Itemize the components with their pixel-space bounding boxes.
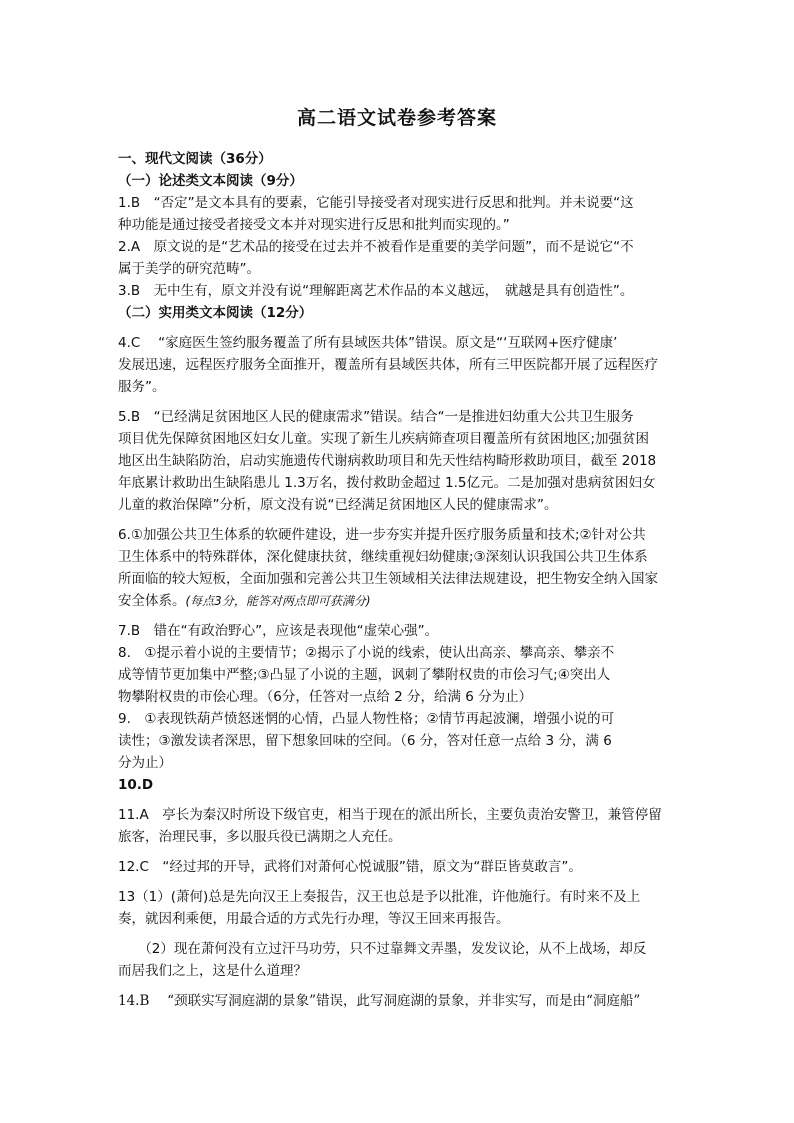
answer-q14 <box>118 990 678 1012</box>
answer-line: 年底累计救助出生缺陷患儿 1.3万名，拨付救助金超过 1.5亿元。二是加强对患病贫困妇女 <box>118 475 656 491</box>
answer-line: 儿童的救治保障”分析，原文没有说“已经满足贫困地区人民的健康需求”。 <box>118 497 558 513</box>
answer-line: 读性；③激发读者深思，留下想象回味的空间。（6 分，答对任意一点给 3 分，满 6 <box>118 733 612 749</box>
answer-line: 地区出生缺陷防治，启动实施遗传代谢病救助项目和先天性结构畸形救助项目，截至 2018 <box>118 453 657 469</box>
answer-q6 <box>118 524 678 612</box>
answer-line: 奏，就因利乘便，用最合适的方式先行办理，等汉王回来再报告。 <box>118 911 510 927</box>
answer-line: 所面临的较大短板，全面加强和完善公共卫生领域相关法律法规建设，把生物安全纳入国家 <box>118 571 658 587</box>
answer-line: 发展迅速，远程医疗服务全面推开，覆盖所有县域医共体，所有三甲医院都开展了远程医疗 <box>118 357 658 373</box>
answer-text: 安全体系。 <box>118 593 186 609</box>
answer-line: 1.B “否定”是文本具有的要素，它能引导接受者对现实进行反思和批判。并未说要“这 <box>118 195 634 211</box>
answer-q7 <box>118 620 678 642</box>
answer-line: 6.①加强公共卫生体系的软硬件建设，进一步夯实并提升医疗服务质量和技术;②针对公共 <box>118 527 646 543</box>
answer-line: （2）现在萧何没有立过汗马功劳，只不过靠舞文弄墨，发发议论，从不上战场，却反 <box>118 941 647 957</box>
answer-line: 成等情节更加集中严整;③凸显了小说的主题，讽刺了攀附权贵的市侩习气;④突出人 <box>118 667 611 683</box>
answer-q10 <box>118 774 678 796</box>
answer-line: 14.B “颈联实写洞庭湖的景象”错误，此写洞庭湖的景象，并非实写，而是由“洞庭船” <box>118 993 641 1009</box>
answer-line: 10.D <box>118 777 154 793</box>
answer-q2 <box>118 236 678 280</box>
answer-line: 12.C “经过邦的开导，武将们对萧何心悦诚服”错，原文为“群臣皆莫敢言”。 <box>118 859 582 875</box>
answer-line: 9. ①表现铁葫芦愤怒迷惘的心情，凸显人物性格；②情节再起波澜，增强小说的可 <box>118 711 615 727</box>
answer-q3 <box>118 280 678 302</box>
answer-line: 11.A 亭长为秦汉时所设下级官吏，相当于现在的派出所长，主要负责治安警卫，兼管停留 <box>118 807 662 823</box>
answer-q11 <box>118 804 678 848</box>
answer-q5 <box>118 406 678 516</box>
subsection-heading-1: （一）论述类文本阅读（9分） <box>118 173 303 189</box>
subsection-heading-2: （二）实用类文本阅读（12分） <box>118 305 313 321</box>
answer-q13-part2 <box>118 938 678 982</box>
answer-line: 分为止） <box>118 755 172 771</box>
answer-q1 <box>118 192 678 236</box>
answer-line: 4.C “家庭医生签约服务覆盖了所有县域医共体”错误。原文是“‘互联网+医疗健康’ <box>118 335 618 351</box>
answer-line: 物攀附权贵的市侩心理。（6分，任答对一点给 2 分，给满 6 分为止） <box>118 689 533 705</box>
scoring-note: (每点3分，能答对两点即可获满分) <box>185 594 371 608</box>
answer-line: 5.B “已经满足贫困地区人民的健康需求”错误。结合“一是推进妇幼重大公共卫生服务 <box>118 409 634 425</box>
answer-line: 旅客，治理民事，多以服兵役已满期之人充任。 <box>118 829 402 845</box>
answer-line: 项目优先保障贫困地区妇女儿童。实现了新生儿疾病筛查项目覆盖所有贫困地区;加强贫困 <box>118 431 650 447</box>
page-title: 高二语文试卷参考答案 <box>296 107 497 129</box>
answer-line: 2.A 原文说的是“艺术品的接受在过去并不被看作是重要的美学问题”，而不是说它“不 <box>118 239 634 255</box>
answer-content <box>118 148 678 1012</box>
answer-q13 <box>118 886 678 930</box>
answer-line: 卫生体系中的特殊群体，深化健康扶贫，继续重视妇幼健康;③深刻认识我国公共卫生体系 <box>118 549 648 565</box>
answer-line: 3.B 无中生有，原文并没有说“理解距离艺术作品的本义越远， 就越是具有创造性”。 <box>118 283 634 299</box>
section-heading: 一、现代文阅读（36分） <box>118 151 272 167</box>
answer-q9 <box>118 708 678 774</box>
answer-line: 8. ①提示着小说的主要情节；②揭示了小说的线索，使认出高亲、攀高亲、攀亲不 <box>118 645 615 661</box>
answer-line: 种功能是通过接受者接受文本并对现实进行反思和批判而实现的。” <box>118 217 510 233</box>
answer-q12 <box>118 856 678 878</box>
answer-line: 而居我们之上，这是什么道理？ <box>118 963 307 979</box>
answer-line: 服务”。 <box>118 379 166 395</box>
answer-line: 7.B 错在“有政治野心”，应该是表现他“虚荣心强”。 <box>118 623 439 639</box>
answer-q8 <box>118 642 678 708</box>
answer-line: 属于美学的研究范畴”。 <box>118 261 260 277</box>
answer-line <box>118 590 678 612</box>
answer-line: 13（1）(萧何)总是先向汉王上奏报告，汉王也总是予以批准，许他施行。有时来不及上 <box>118 889 641 905</box>
answer-q4 <box>118 332 678 398</box>
